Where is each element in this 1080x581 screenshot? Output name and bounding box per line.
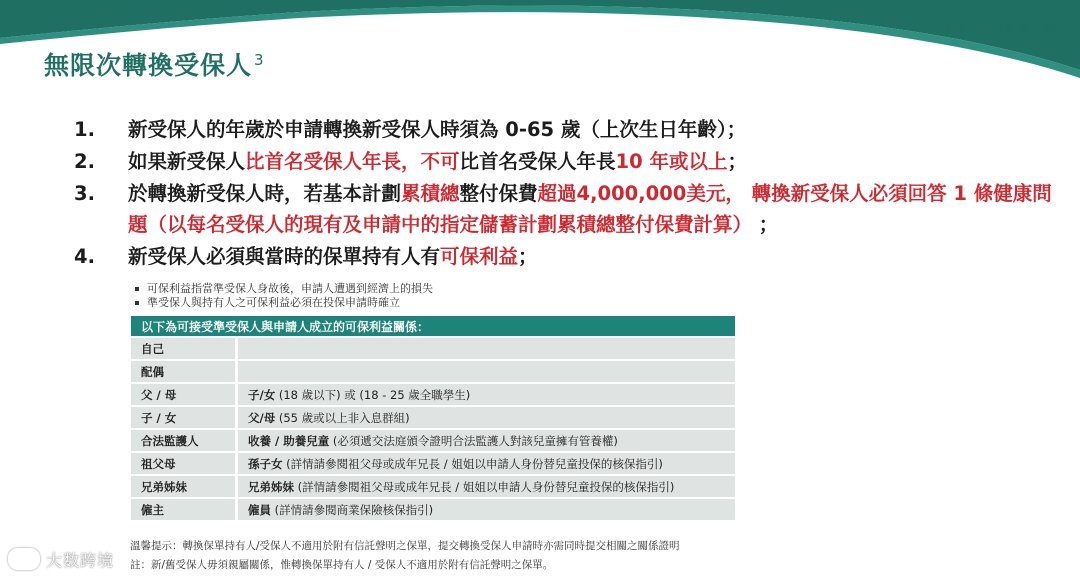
relationship-main: 父/母 [248,410,276,425]
table-header: 以下為可接受準受保人與申請人成立的可保利益關係： [131,316,735,336]
insurable-interest-table [131,314,735,522]
table-row [131,499,735,520]
table-row [131,361,735,382]
rule-text: 比首名受保人年長 [459,150,616,173]
applicant-relationship-cell [238,430,735,451]
table-row [131,476,735,497]
rule-item [60,146,1060,177]
rule-number: 3. [74,182,95,205]
table-row [131,453,735,474]
rule-text-emphasis: 累積總 [401,182,460,205]
watermark-logo-icon [8,548,40,570]
applicant-relationship-cell [238,453,735,474]
relationship-cell: 配偶 [131,361,238,382]
brand-logo: CTFLife 周大福人壽 [934,22,1058,37]
rule-text: 新受保人的年歲於申請轉換新受保人時須為 0-65 歲（上次生日年齡）； [128,118,747,141]
footnote-note: 註：新/舊受保人毋須親屬關係，惟轉換保單持有人 / 受保人不適用於附有信託聲明之保單。 [130,559,554,571]
rules-list [60,114,1060,273]
rule-item [60,241,1060,272]
relationship-main: 子/女 [248,387,276,402]
rule-text: 整付保費 [459,182,538,205]
footnotes [130,537,680,575]
relationship-main: 兄弟姊妹 [248,479,294,494]
relationship-main: 僱員 [248,502,271,517]
relationship-cell: 自己 [131,338,238,359]
page-title: 無限次轉換受保人 $^3$ [44,51,265,80]
footnote-reminder: 溫馨提示：轉換保單持有人/受保人不適用於附有信託聲明之保單，提交轉換受保人申請時亦需同時提交相關之關係證明 [130,540,680,552]
rule-text: 如果新受保人 [128,150,246,173]
note-item: 準受保人與持有人之可保利益必須在投保申請時確立 [133,296,433,310]
relationship-cell: 兄弟姊妹 [131,476,238,497]
rule-text-emphasis: 比首名受保人年長，不可 [245,150,460,173]
table-row [131,384,735,405]
relationship-detail: (18 歲以下) 或 (18 - 25 歲全職學生) [275,387,471,402]
rule-text-emphasis: 10 年或以上 [615,150,728,173]
rule-item [60,178,1060,240]
table-row [131,338,735,359]
rule-number: 2. [74,150,95,173]
relationship-detail: (必須遞交法庭頒令證明合法監護人對該兒童擁有管養權) [329,433,618,448]
rule-text-emphasis: 可保利益 [440,245,519,268]
applicant-relationship-cell [238,499,735,520]
title-footnote-ref: 3 [254,51,265,69]
relationship-cell: 僱主 [131,499,238,520]
rule-text: ； [752,213,779,236]
notes-list [133,282,433,310]
relationship-cell: 合法監護人 [131,430,238,451]
rule-item [60,114,1060,145]
relationship-detail: (詳情請參閱祖父母或成年兄長 / 姐姐以申請人身份替兒童投保的核保指引) [282,456,663,471]
watermark: 大数跨境 [8,548,114,571]
rule-text: 新受保人必須與當時的保單持有人有 [128,245,441,268]
relationship-detail: (詳情請參閱祖父母或成年兄長 / 姐姐以申請人身份替兒童投保的核保指引) [294,479,675,494]
applicant-relationship-cell [238,384,735,405]
rule-text-emphasis: 超過4,000,000美元， 轉換新受保人必須回答 1 條健康問題（以每名受保人的現有及申請中的指定儲蓄計劃累積總整付保費計算） [128,182,1052,236]
relationship-cell: 祖父母 [131,453,238,474]
relationship-cell: 父 / 母 [131,384,238,405]
relationship-detail: (詳情請參閱商業保險核保指引) [271,502,434,517]
rule-number: 1. [74,118,95,141]
relationship-cell: 子 / 女 [131,407,238,428]
note-item: 可保利益指當準受保人身故後，申請人遭遇到經濟上的損失 [133,282,433,296]
rule-text: ； [727,150,747,173]
rule-text: 於轉換新受保人時，若基本計劃 [128,182,402,205]
relationship-main: 孫子女 [248,456,283,471]
table-row [131,430,735,451]
rule-text: ； [518,245,538,268]
applicant-relationship-cell [238,338,735,359]
rule-number: 4. [74,245,95,268]
table-row [131,407,735,428]
applicant-relationship-cell [238,407,735,428]
relationship-detail: (55 歲或以上非入息群組) [275,410,410,425]
applicant-relationship-cell [238,476,735,497]
applicant-relationship-cell [238,361,735,382]
relationship-main: 收養 / 助養兒童 [248,433,330,448]
